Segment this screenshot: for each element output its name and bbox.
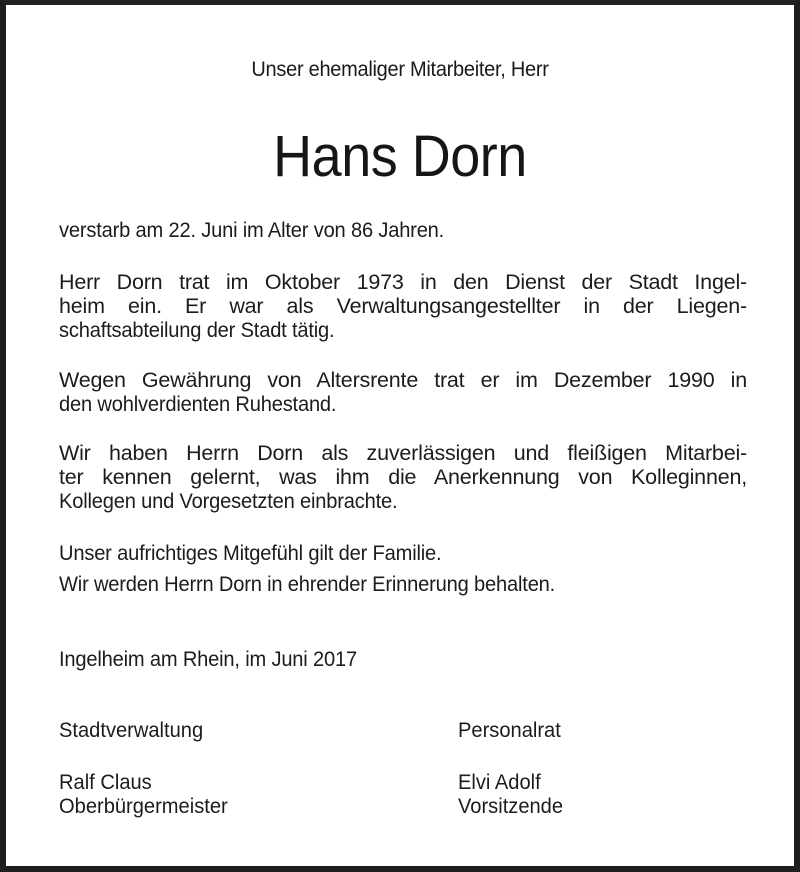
text-line: verstarb am 22. Juni im Alter von 86 Jahren.	[59, 218, 445, 242]
signature-organization: Stadtverwaltung	[59, 718, 204, 742]
signature-role: Oberbürgermeister	[59, 794, 228, 818]
text-line: Wir haben Herrn Dorn als zuverlässigen und fleißigen Mitarbei-	[59, 441, 747, 465]
paragraph-death-notice	[59, 218, 747, 242]
text-line: den wohlverdienten Ruhestand.	[59, 392, 337, 416]
paragraph-condolence	[59, 538, 747, 600]
text-line: Unser aufrichtiges Mitgefühl gilt der Familie.	[59, 541, 442, 565]
text-line: Wegen Gewährung von Altersrente trat er im Dezember 1990 in	[59, 368, 747, 392]
signature-staff-council	[458, 718, 570, 818]
deceased-name: Hans Dorn	[273, 124, 527, 189]
paragraph-career	[59, 270, 747, 342]
paragraph-retirement	[59, 368, 747, 416]
text-line: Kollegen und Vorgesetzten einbrachte.	[59, 489, 398, 513]
text-line: Wir werden Herrn Dorn in ehrender Erinnerung behalten.	[59, 572, 556, 596]
signature-person: Ralf Claus	[59, 770, 152, 794]
intro-line: Unser ehemaliger Mitarbeiter, Herr	[251, 57, 549, 81]
text-line: schaftsabteilung der Stadt tätig.	[59, 318, 335, 342]
place-date	[59, 647, 747, 671]
text-line: Herr Dorn trat im Oktober 1973 in den Dienst der Stadt Ingel-	[59, 270, 747, 294]
place-date-text: Ingelheim am Rhein, im Juni 2017	[59, 647, 357, 671]
signature-city-administration	[59, 718, 239, 818]
signature-role: Vorsitzende	[458, 794, 564, 818]
signature-person: Elvi Adolf	[458, 770, 541, 794]
text-line: ter kennen gelernt, was ihm die Anerkennung von Kolleginnen,	[59, 465, 747, 489]
paragraph-appreciation	[59, 441, 747, 513]
signature-organization: Personalrat	[458, 718, 561, 742]
text-line: heim ein. Er war als Verwaltungsangestellter in der Liegen-	[59, 294, 747, 318]
